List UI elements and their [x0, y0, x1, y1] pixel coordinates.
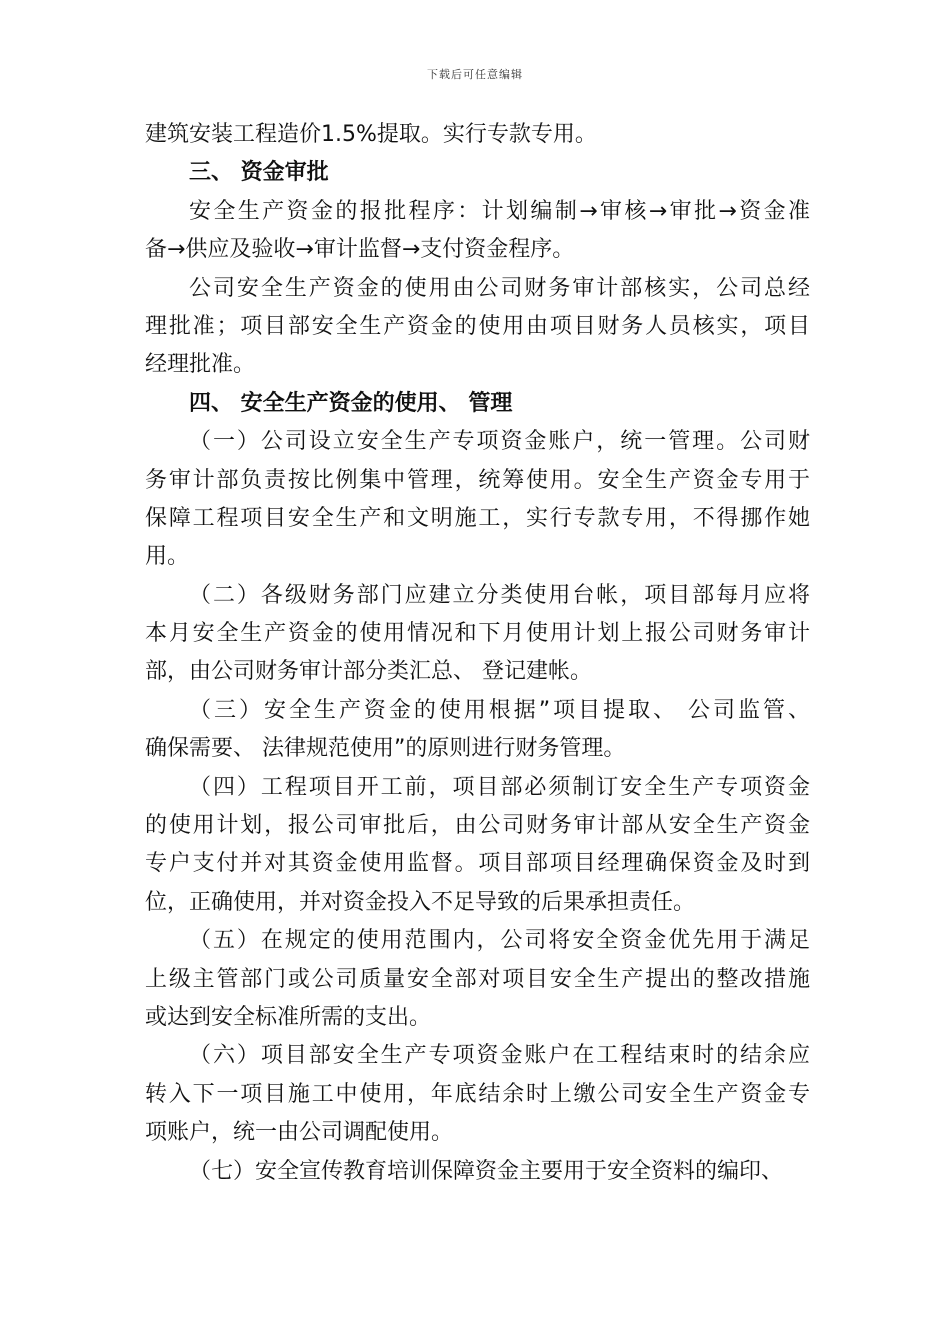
paragraph-line: 经理批准。 [145, 352, 256, 378]
section-heading: 三、 资金审批 [189, 160, 329, 186]
paragraph-line: （四）工程项目开工前，项目部必须制订安全生产专项资金 [189, 774, 810, 800]
paragraph-line: 用。 [145, 544, 190, 570]
paragraph-line: 部，由公司财务审计部分类汇总、 登记建帐。 [145, 659, 592, 685]
paragraph-line: 本月安全生产资金的使用情况和下月使用计划上报公司财务审计 [145, 621, 810, 647]
paragraph-line: 备→供应及验收→审计监督→支付资金程序。 [145, 237, 575, 263]
document-body [145, 116, 810, 1191]
paragraph-line: 建筑安装工程造价1.5%提取。实行专款专用。 [145, 122, 597, 147]
paragraph-line: 确保需要、 法律规范使用”的原则进行财务管理。 [145, 736, 626, 762]
paragraph-line: 上级主管部门或公司质量安全部对项目安全生产提出的整改措施 [145, 966, 810, 992]
paragraph-line: 理批准；项目部安全生产资金的使用由项目财务人员核实，项目 [145, 313, 810, 339]
section-heading: 四、 安全生产资金的使用、 管理 [189, 390, 513, 416]
page-header: 下载后可任意编辑 [427, 68, 523, 81]
paragraph-line: 务审计部负责按比例集中管理，统筹使用。安全生产资金专用于 [145, 467, 810, 493]
paragraph-line: （一）公司设立安全生产专项资金账户，统一管理。公司财 [189, 429, 810, 455]
paragraph-line: （二）各级财务部门应建立分类使用台帐，项目部每月应将 [189, 582, 810, 608]
paragraph-line: （三）安全生产资金的使用根据”项目提取、 公司监管、 [189, 697, 810, 723]
paragraph-line: 的使用计划，报公司审批后，由公司财务审计部从安全生产资金 [145, 813, 810, 839]
paragraph-line: （五）在规定的使用范围内，公司将安全资金优先用于满足 [189, 928, 810, 954]
paragraph-line: （六）项目部安全生产专项资金账户在工程结束时的结余应 [189, 1043, 810, 1069]
paragraph-line: 安全生产资金的报批程序：计划编制→审核→审批→资金准 [189, 198, 810, 224]
paragraph-line: 或达到安全标准所需的支出。 [145, 1004, 432, 1030]
paragraph-line: 转入下一项目施工中使用，年底结余时上缴公司安全生产资金专 [145, 1081, 810, 1107]
paragraph-line: （七）安全宣传教育培训保障资金主要用于安全资料的编印、 [189, 1158, 784, 1184]
paragraph-line: 位，正确使用，并对资金投入不足导致的后果承担责任。 [145, 889, 696, 915]
paragraph-line: 保障工程项目安全生产和文明施工，实行专款专用，不得挪作她 [145, 505, 810, 531]
paragraph-line: 专户支付并对其资金使用监督。项目部项目经理确保资金及时到 [145, 851, 810, 877]
paragraph-line: 公司安全生产资金的使用由公司财务审计部核实，公司总经 [189, 275, 810, 301]
paragraph-line: 项账户，统一由公司调配使用。 [145, 1120, 454, 1146]
